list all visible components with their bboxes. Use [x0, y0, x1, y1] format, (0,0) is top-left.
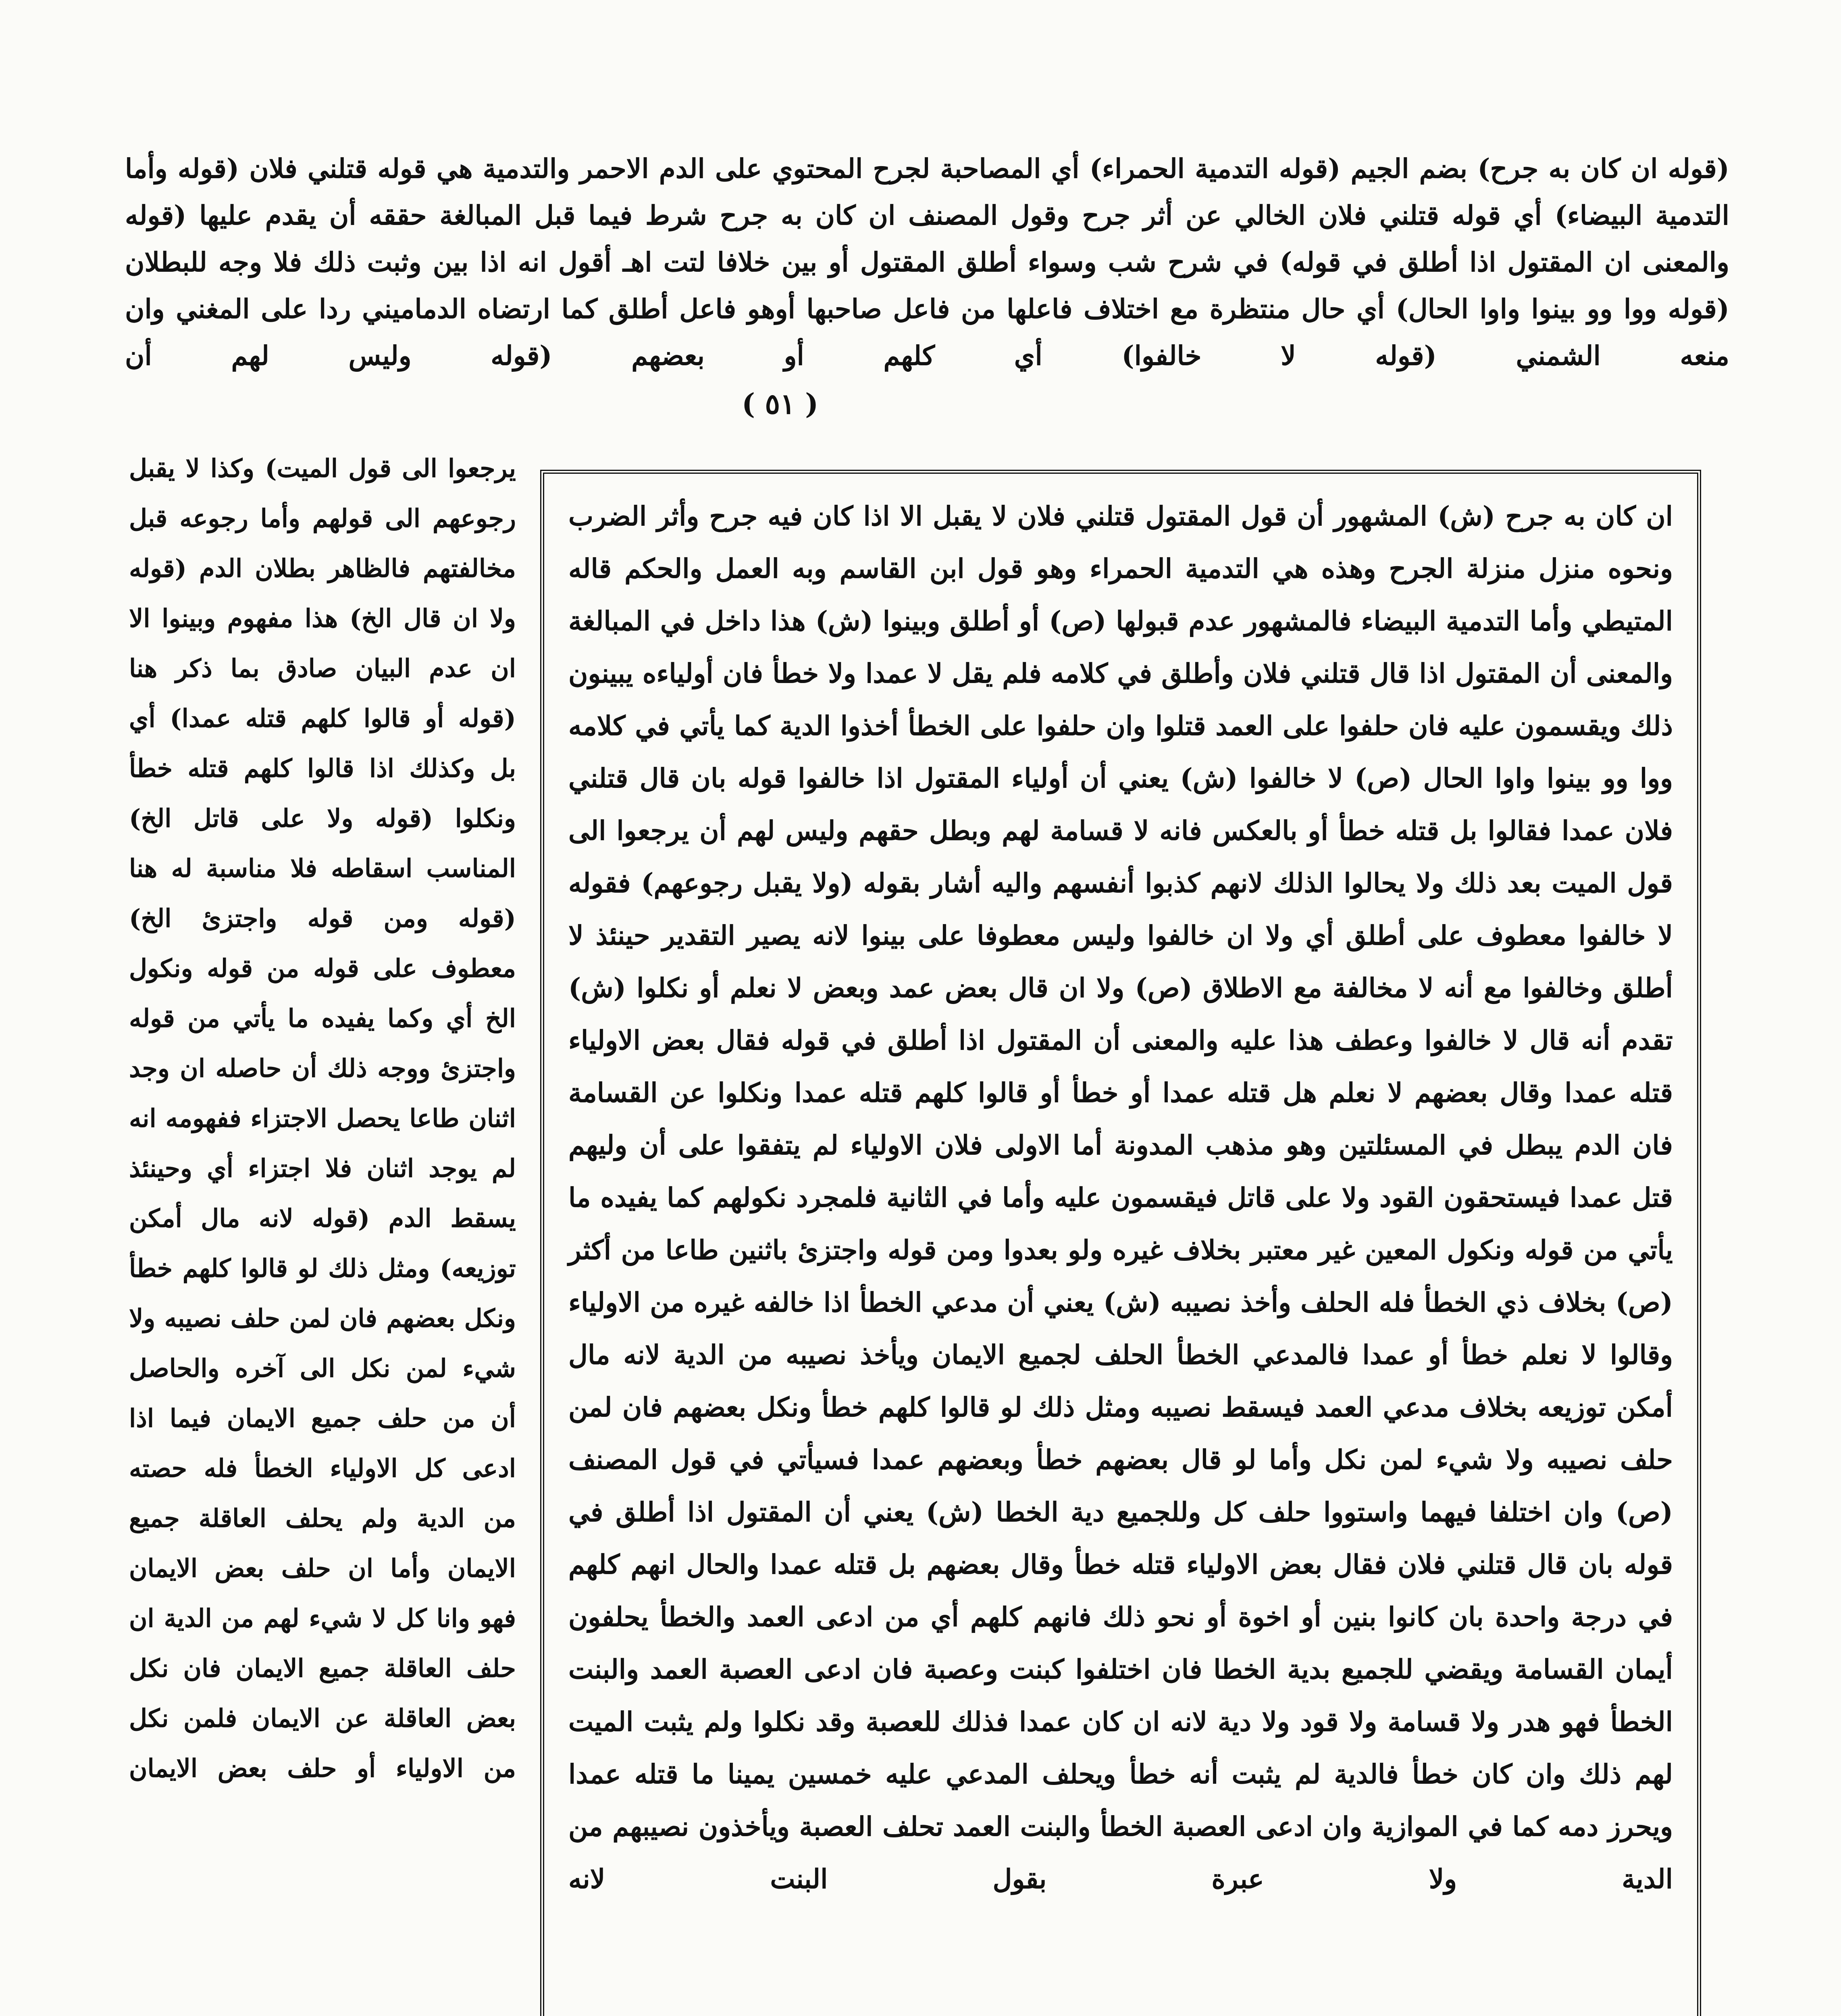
- side-commentary-text: يرجعوا الى قول الميت) وكذا لا يقبل رجوعهم الى قولهم وأما رجوعه قبل مخالفتهم فالظاهر بطلان الدم (قوله ولا ان قال الخ) هذا مفهوم وبينوا الا ان عدم البيان صادق بما ذكر هنا (قوله أو قالوا كلهم قتله عمدا) أي بل وكذلك اذا قالوا كلهم قتله خطأ ونكلوا (قوله ولا على قاتل الخ) المناسب اسقاطه فلا مناسبة له هنا (قوله ومن قوله واجتزئ الخ) معطوف على قوله من قوله ونكول الخ أي وكما يفيده ما يأتي من قوله واجتزئ ووجه ذلك أن حاصله ان وجد اثنان طاعا يحصل الاجتزاء ففهومه انه لم يوجد اثنان فلا اجتزاء أي وحينئذ يسقط الدم (قوله لانه مال أمكن توزيعه) ومثل ذلك لو قالوا كلهم خطأ ونكل بعضهم فان لمن حلف نصيبه ولا شيء لمن نكل الى آخره والحاصل أن من حلف جميع الايمان فيما اذا ادعى كل الاولياء الخطأ فله حصته من الدية ولم يحلف العاقلة جميع الايمان وأما ان حلف بعض الايمان فهو وانا كل لا شيء لهم من الدية ان حلف العاقلة جميع الايمان فان نكل بعض العاقلة عن الايمان فلمن نكل من الاولياء أو حلف بعض الايمان: [129, 454, 516, 1783]
- main-text-paragraph: ان كان به جرح (ش) المشهور أن قول المقتول قتلني فلان لا يقبل الا اذا كان فيه جرح وأثر الضرب ونحوه منزل منزلة الجرح وهذه هي التدمية الحمراء وهو قول ابن القاسم وبه العمل والحكم قاله المتيطي وأما التدمية البيضاء فالمشهور عدم قبولها (ص) أو أطلق وبينوا (ش) هذا داخل في المبالغة والمعنى أن المقتول اذا قال قتلني فلان وأطلق في كلامه فلم يقل لا عمدا ولا خطأ فان أولياءه يبينون ذلك ويقسمون عليه فان حلفوا على العمد قتلوا وان حلفوا على الخطأ أخذوا الدية كما يأتي في كلامه ووا وو بينوا واوا الحال (ص) لا خالفوا (ش) يعني أن أولياء المقتول اذا خالفوا قوله بان قال قتلني فلان عمدا فقالوا بل قتله خطأ أو بالعكس فانه لا قسامة لهم وبطل حقهم وليس لهم أن يرجعوا الى قول الميت بعد ذلك ولا يحالوا الذلك لانهم كذبوا أنفسهم واليه أشار بقوله (ولا يقبل رجوعهم) فقوله لا خالفوا معطوف على أطلق أي ولا ان خالفوا وليس معطوفا على بينوا لانه يصير التقدير حينئذ لا أطلق وخالفوا مع أنه لا مخالفة مع الاطلاق (ص) ولا ان قال بعض عمد وبعض لا نعلم أو نكلوا (ش) تقدم أنه قال لا خالفوا وعطف هذا عليه والمعنى أن المقتول اذا أطلق في قوله فقال بعض الاولياء قتله عمدا وقال بعضهم لا نعلم هل قتله عمدا أو خطأ أو قالوا كلهم قتله عمدا ونكلوا عن القسامة فان الدم يبطل في المسئلتين وهو مذهب المدونة أما الاولى فلان الاولياء لم يتفقوا على أن وليهم قتل عمدا فيستحقون القود ولا على قاتل فيقسمون عليه وأما في الثانية فلمجرد نكولهم كما يفيده ما يأتي من قوله ونكول المعين غير معتبر بخلاف غيره ولو بعدوا ومن قوله واجتزئ باثنين طاعا من أكثر (ص) بخلاف ذي الخطأ فله الحلف وأخذ نصيبه (ش) يعني أن مدعي الخطأ اذا خالفه غيره من الاولياء وقالوا لا نعلم خطأ أو عمدا فالمدعي الخطأ الحلف لجميع الايمان ويأخذ نصيبه من الدية لانه مال أمكن توزيعه بخلاف مدعي العمد فيسقط نصيبه ومثل ذلك لو قالوا كلهم خطأ ونكل بعضهم فان لمن حلف نصيبه ولا شيء لمن نكل وأما لو قال بعضهم خطأ وبعضهم عمدا فسيأتي في قول المصنف (ص) وان اختلفا فيهما واستووا حلف كل وللجميع دية الخطا (ش) يعني أن المقتول اذا أطلق في قوله بان قال قتلني فلان فقال بعض الاولياء قتله خطأ وقال بعضهم بل قتله عمدا والحال انهم كلهم في درجة واحدة بان كانوا بنين أو اخوة أو نحو ذلك فانهم كلهم أي من ادعى العمد والخطأ يحلفون أيمان القسامة ويقضي للجميع بدية الخطا فان اختلفوا كبنت وعصبة فان ادعى العصبة العمد والبنت الخطأ فهو هدر ولا قسامة ولا قود ولا دية لانه ان كان عمدا فذلك للعصبة وقد نكلوا ولم يثبت الميت لهم ذلك وان كان خطأ فالدية لم يثبت أنه خطأ ويحلف المدعي عليه خمسين يمينا ما قتله عمدا ويحرز دمه كما في الموازية وان ادعى العصبة الخطأ والبنت العمد تحلف العصبة ويأخذون نصيبهم من الدية ولا عبرة بقول البنت لانه: [568, 500, 1673, 1895]
- folio-number: ( ٥١ ): [742, 387, 819, 421]
- top-commentary-text: (قوله ان كان به جرح) بضم الجيم (قوله التدمية الحمراء) أي المصاحبة لجرح المحتوي على الدم الاحمر والتدمية هي قوله قتلني فلان (قوله وأما التدمية البيضاء) أي قوله قتلني فلان الخالي عن أثر جرح وقول المصنف ان كان به جرح شرط فيما قبل المبالغة حققه أن يقدم عليها (قوله والمعنى ان المقتول اذا أطلق في قوله) في شرح شب وسواء أطلق المقتول أو بين خلافا لتت اهـ أقول انه اذا بين وثبت ذلك فلا وجه للبطلان (قوله ووا وو بينوا واوا الحال) أي حال منتظرة مع اختلاف فاعلها من فاعل صاحبها أوهو فاعل أطلق كما ارتضاه الدماميني ردا على المغني وان منعه الشمني (قوله لا خالفوا) أي كلهم أو بعضهم (قوله وليس لهم أن: [125, 153, 1729, 371]
- side-margin-commentary: [129, 444, 516, 2016]
- main-text-body: [568, 490, 1673, 2016]
- main-text-frame: [540, 470, 1701, 2016]
- top-margin-commentary: [125, 145, 1729, 427]
